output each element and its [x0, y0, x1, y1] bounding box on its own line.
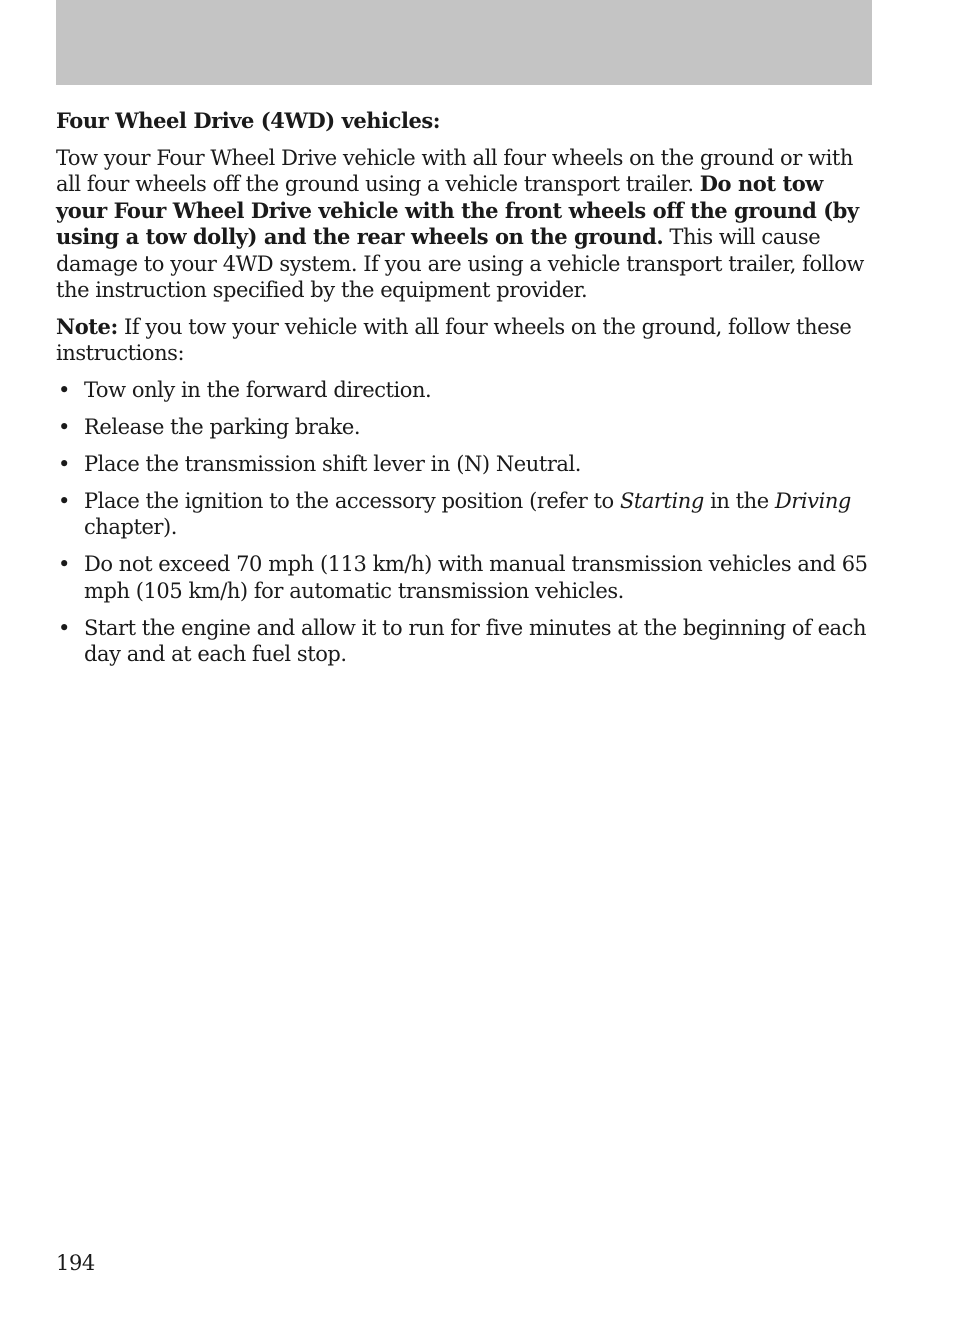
towing-warning: Do not tow your Four Wheel Drive vehicle with the front wheels off the ground (by using a tow dolly) and the rear wheels on the ground. [56, 171, 859, 249]
bullet-icon: • [58, 615, 70, 640]
list-item [56, 615, 876, 668]
list-item-text: Tow only in the forward direction. [84, 377, 432, 402]
page-content [56, 108, 876, 678]
chapter-ref-driving: Driving [774, 488, 851, 513]
bullet-icon: • [58, 552, 70, 576]
list-item [56, 377, 876, 404]
bullet-icon: • [58, 451, 70, 476]
list-item-text: Release the parking brake. [84, 414, 361, 439]
list-item-text: Do not exceed 70 mph (113 km/h) with manual transmission vehicles and 65 mph (105 km/h) for automatic transmission vehicles. [84, 552, 868, 603]
bullet-icon: • [58, 377, 70, 402]
list-item-text: Place the transmission shift lever in (N) Neutral. [84, 451, 581, 476]
header-band [56, 0, 872, 85]
page-number: 194 [56, 1251, 95, 1275]
list-item [56, 414, 876, 441]
list-item [56, 551, 876, 604]
note-text: If you tow your vehicle with all four wheels on the ground, follow these instructions: [56, 314, 852, 365]
towing-text-b: This will cause damage to your 4WD system. If you are using a vehicle transport trailer, follow the instruction specified by the equipment provider. [56, 225, 864, 302]
instruction-list [56, 377, 876, 668]
list-item-text-b: in the [703, 488, 775, 513]
towing-text-a: Tow your Four Wheel Drive vehicle with all four wheels on the ground or with all four wheels off the ground using a vehicle transport trailer. [56, 145, 853, 196]
note-label: Note: [56, 313, 118, 339]
list-item-text-a: Place the ignition to the accessory position (refer to [84, 488, 620, 513]
bullet-icon: • [58, 414, 70, 439]
list-item [56, 488, 876, 541]
towing-paragraph [56, 145, 876, 304]
list-item-text-c: chapter). [84, 515, 177, 539]
note-paragraph [56, 314, 876, 367]
bullet-icon: • [58, 488, 70, 513]
list-item [56, 451, 876, 478]
list-item-text: Start the engine and allow it to run for five minutes at the beginning of each day and at each fuel stop. [84, 615, 867, 666]
chapter-ref-starting: Starting [619, 488, 704, 513]
section-heading: Four Wheel Drive (4WD) vehicles: [56, 108, 441, 133]
